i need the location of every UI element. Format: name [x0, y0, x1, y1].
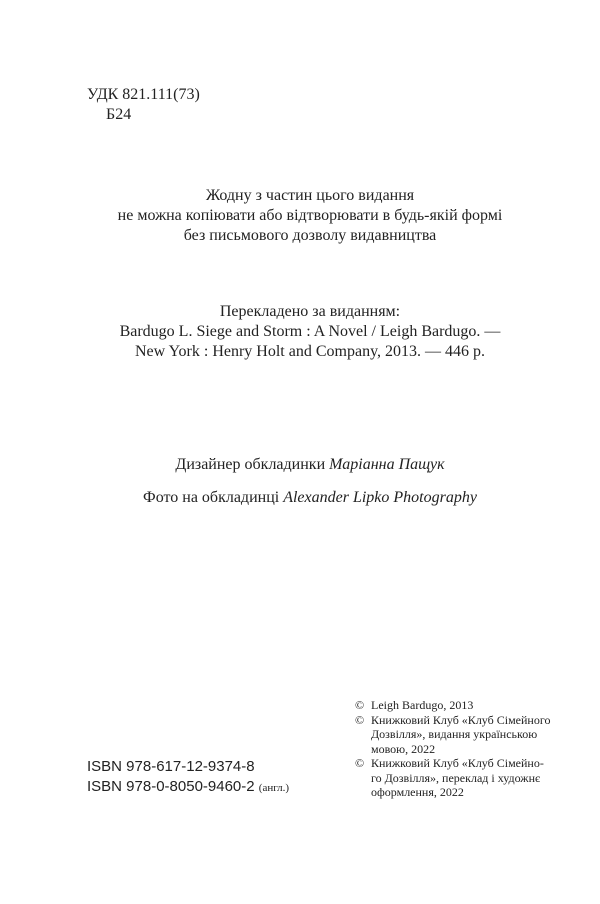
isbn-line: [87, 757, 289, 777]
original-edition-line: Bardugo L. Siege and Storm : A Novel / Leigh Bardugo. —: [119, 323, 501, 340]
copyright-item: [355, 713, 570, 757]
copyright-icon: ©: [355, 698, 365, 712]
copyright-line: оформлення, 2022: [371, 785, 464, 799]
udk-code: УДК 821.111(73): [87, 86, 200, 103]
original-edition-label: Перекладено за виданням:: [219, 303, 401, 320]
author-mark: Б24: [106, 106, 132, 123]
rights-line: не можна копіювати або відтворювати в будь-якій формі: [117, 207, 503, 224]
copyright-block: [355, 698, 570, 800]
copyright-line: го Дозвілля», переклад і художнє: [371, 770, 541, 785]
copyright-line: Leigh Bardugo, 2013: [371, 698, 474, 712]
designer-name: Маріанна Пащук: [329, 456, 445, 473]
isbn-number: ISBN 978-0-8050-9460-2: [87, 778, 259, 795]
isbn-line: [87, 777, 289, 798]
copyright-line: мовою, 2022: [371, 741, 436, 756]
designer-label: Дизайнер обкладинки: [175, 456, 330, 473]
cover-designer-credit: [90, 455, 530, 475]
copyright-line: Дозвілля», видання українською: [371, 727, 538, 741]
original-edition: [90, 302, 530, 362]
copyright-icon: ©: [355, 712, 365, 727]
original-edition-line: New York : Henry Holt and Company, 2013. — 446 p.: [134, 343, 486, 360]
isbn-note: (англ.): [258, 782, 290, 794]
isbn-block: [87, 757, 289, 798]
rights-line: Жодну з частин цього видання: [205, 187, 415, 204]
copyright-item: [355, 698, 570, 713]
copyright-line: Книжковий Клуб «Клуб Сімейно-: [371, 756, 544, 770]
copyright-icon: ©: [355, 756, 365, 770]
cover-photo-credit: [90, 488, 530, 508]
photo-label: Фото на обкладинці: [143, 489, 284, 506]
rights-notice: [90, 186, 530, 246]
copyright-item: [355, 756, 570, 800]
rights-line: без письмового дозволу видавництва: [183, 227, 437, 244]
copyright-line: Книжковий Клуб «Клуб Сімейного: [371, 712, 551, 727]
isbn-number: ISBN 978-617-12-9374-8: [87, 758, 255, 775]
udk-block: [87, 85, 200, 125]
photo-name: Alexander Lipko Photography: [283, 489, 477, 506]
